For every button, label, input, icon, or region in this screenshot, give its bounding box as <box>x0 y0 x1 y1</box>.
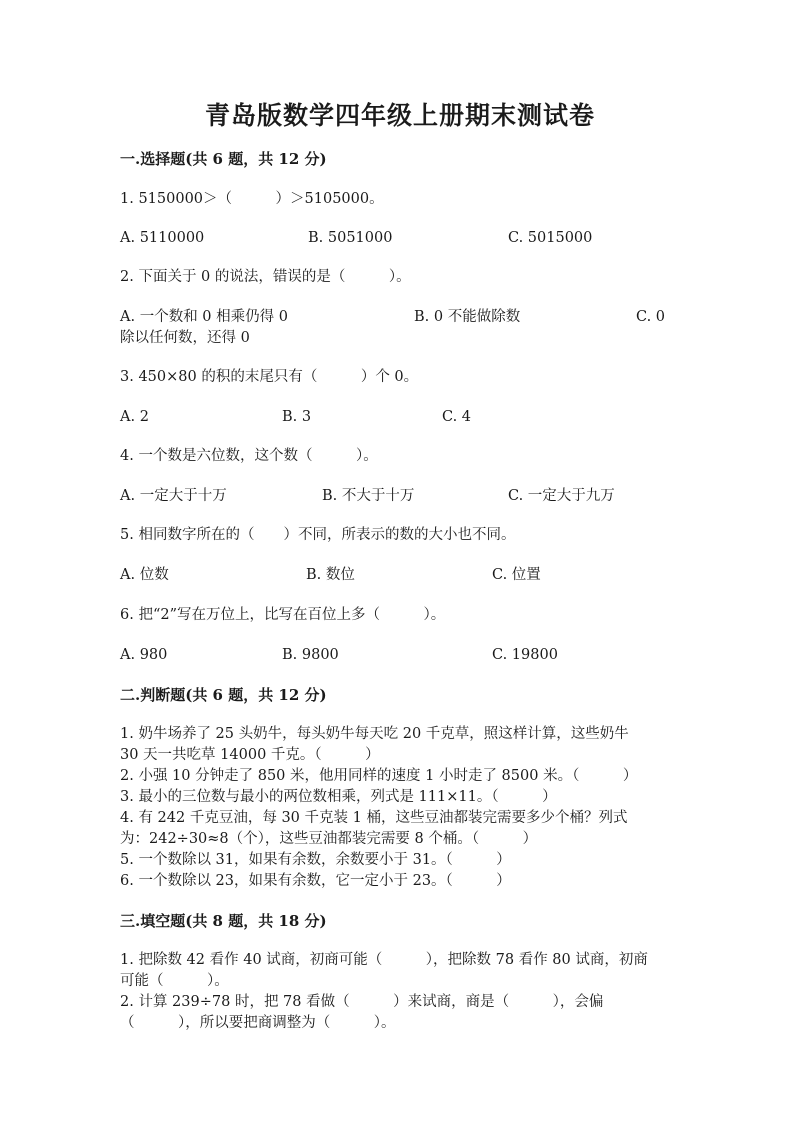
option-a: A. 位数 <box>120 567 169 583</box>
option-c: C. 19800 <box>492 647 558 663</box>
judge-line: 为：242÷30≈8（个），这些豆油都装完需要 8 个桶。（ ） <box>120 831 538 847</box>
page-title: 青岛版数学四年级上册期末测试卷 <box>204 101 595 130</box>
option-b: B. 数位 <box>306 567 355 583</box>
option-c: C. 5015000 <box>508 230 593 246</box>
option-b: B. 5051000 <box>308 230 393 246</box>
option-c: C. 一定大于九万 <box>508 488 615 504</box>
fill-line: （ ），所以要把商调整为（ ）。 <box>120 1015 396 1031</box>
fill-line: 可能（ ）。 <box>120 973 229 989</box>
option-a: A. 一定大于十万 <box>120 488 227 504</box>
question-6: 6. 把“2”写在万位上，比写在百位上多（ ）。 <box>120 607 446 623</box>
judge-line: 5. 一个数除以 31，如果有余数，余数要小于 31。（ ） <box>120 852 511 868</box>
option-b: B. 3 <box>282 409 312 425</box>
question-2: 2. 下面关于 0 的说法，错误的是（ ）。 <box>120 269 411 285</box>
question-4: 4. 一个数是六位数，这个数（ ）。 <box>120 448 378 464</box>
judge-line: 3. 最小的三位数与最小的两位数相乘，列式是 111×11。（ ） <box>120 789 557 805</box>
option-c: C. 0 <box>636 309 666 325</box>
option-b: B. 不大于十万 <box>322 488 415 504</box>
option-c: C. 位置 <box>492 567 541 583</box>
section-heading-judgement: 二.判断题(共 6 题，共 12 分) <box>120 686 327 704</box>
judge-line: 4. 有 242 千克豆油，每 30 千克装 1 桶，这些豆油都装完需要多少个桶？列式 <box>120 810 628 826</box>
option-a: A. 980 <box>120 647 168 663</box>
option-b: B. 0 不能做除数 <box>414 309 521 325</box>
option-a: A. 5110000 <box>120 230 205 246</box>
section-heading-choice: 一.选择题(共 6 题，共 12 分) <box>120 150 327 168</box>
option-c: C. 4 <box>442 409 472 425</box>
question-3: 3. 450×80 的积的末尾只有（ ）个 0。 <box>120 369 419 385</box>
judge-line: 2. 小强 10 分钟走了 850 米，他用同样的速度 1 小时走了 8500 米。（ ） <box>120 768 638 784</box>
question-5: 5. 相同数字所在的（ ）不同，所表示的数的大小也不同。 <box>120 527 516 543</box>
fill-line: 1. 把除数 42 看作 40 试商，初商可能（ ），把除数 78 看作 80 试商，初商 <box>120 952 648 968</box>
judge-line: 6. 一个数除以 23，如果有余数，它一定小于 23。（ ） <box>120 873 511 889</box>
judge-line: 1. 奶牛场养了 25 头奶牛，每头奶牛每天吃 20 千克草，照这样计算，这些奶牛 <box>120 726 629 742</box>
option-a: A. 2 <box>120 409 149 425</box>
fill-line: 2. 计算 239÷78 时，把 78 看做（ ）来试商，商是（ ），会偏 <box>120 994 604 1010</box>
option-c-continuation: 除以任何数，还得 0 <box>120 330 250 346</box>
option-b: B. 9800 <box>282 647 339 663</box>
option-a: A. 一个数和 0 相乘仍得 0 <box>120 309 288 325</box>
judge-line: 30 天一共吃草 14000 千克。（ ） <box>120 747 380 763</box>
section-heading-fill-blank: 三.填空题(共 8 题，共 18 分) <box>120 912 327 930</box>
question-1: 1. 5150000＞（ ）＞5105000。 <box>120 191 384 207</box>
